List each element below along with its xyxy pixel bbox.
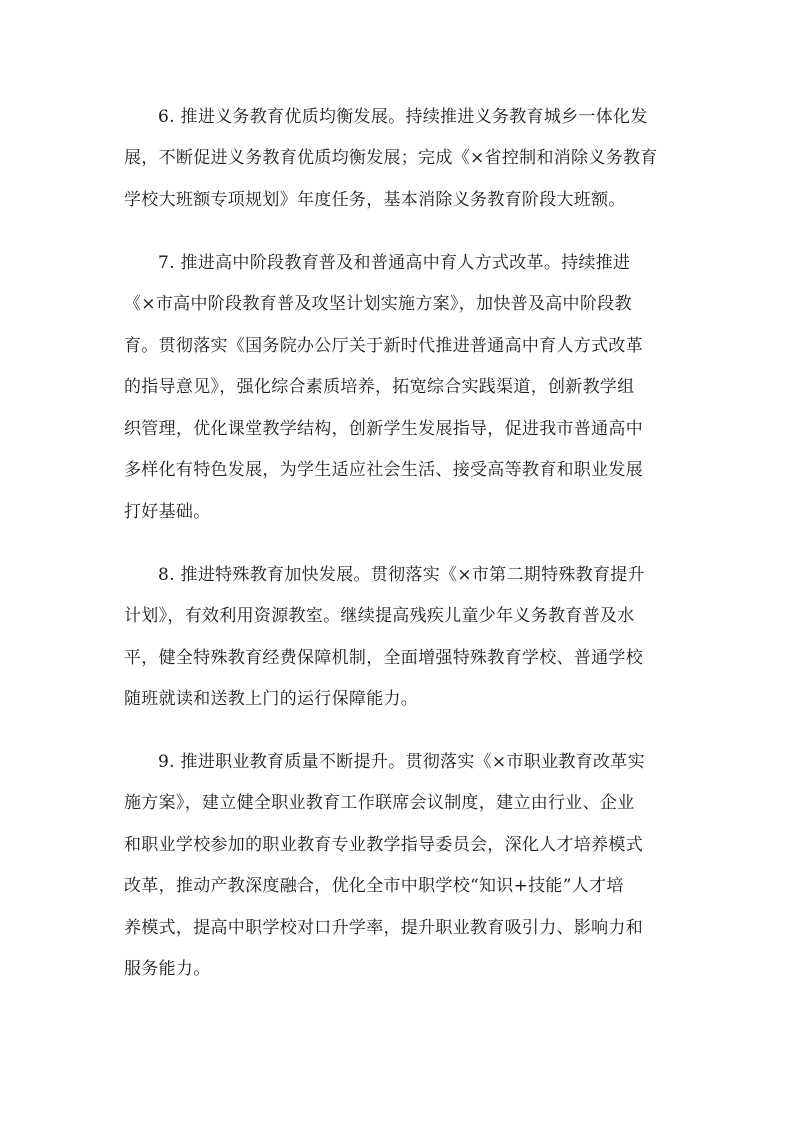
text-line: 平，健全特殊教育经费保障机制，全面增强特殊教育学校、普通学校 bbox=[124, 648, 643, 668]
text-line: 施方案》，建立健全职业教育工作联席会议制度，建立由行业、企业 bbox=[124, 793, 635, 813]
text-line: 和职业学校参加的职业教育专业教学指导委员会，深化人才培养模式 bbox=[124, 835, 643, 855]
text-line: 6. 推进义务教育优质均衡发展。持续推进义务教育城乡一体化发 bbox=[158, 107, 648, 127]
text-line: 7. 推进高中阶段教育普及和普通高中育人方式改革。持续推进 bbox=[158, 253, 631, 273]
text-line: 育。贯彻落实《国务院办公厅关于新时代推进普通高中育人方式改革 bbox=[124, 336, 643, 356]
text-line: 织管理，优化课堂教学结构，创新学生发展指导，促进我市普通高中 bbox=[124, 419, 643, 439]
text-line: 养模式，提高中职学校对口升学率，提升职业教育吸引力、影响力和 bbox=[124, 918, 643, 938]
text-line: 计划》，有效利用资源教室。继续提高残疾儿童少年义务教育普及水 bbox=[124, 606, 635, 626]
text-line: 打好基础。 bbox=[124, 502, 211, 522]
text-line: 8. 推进特殊教育加快发展。贯彻落实《×市第二期特殊教育提升 bbox=[158, 565, 645, 585]
text-line: 多样化有特色发展，为学生适应社会生活、接受高等教育和职业发展 bbox=[124, 460, 643, 480]
text-line: 随班就读和送教上门的运行保障能力。 bbox=[124, 689, 419, 709]
text-line: 的指导意见》，强化综合素质培养，拓宽综合实践渠道，创新教学组 bbox=[124, 377, 635, 397]
text-line: 服务能力。 bbox=[124, 959, 211, 979]
text-line: 《×市高中阶段教育普及攻坚计划实施方案》，加快普及高中阶段教 bbox=[124, 294, 632, 314]
text-line: 9. 推进职业教育质量不断提升。贯彻落实《×市职业教育改革实 bbox=[158, 752, 645, 772]
text-line: 展，不断促进义务教育优质均衡发展；完成《×省控制和消除义务教育 bbox=[124, 148, 658, 168]
text-line: 学校大班额专项规划》年度任务，基本消除义务教育阶段大班额。 bbox=[124, 190, 626, 210]
text-line: 改革，推动产教深度融合，优化全市中职学校“知识+技能”人才培 bbox=[124, 876, 624, 896]
